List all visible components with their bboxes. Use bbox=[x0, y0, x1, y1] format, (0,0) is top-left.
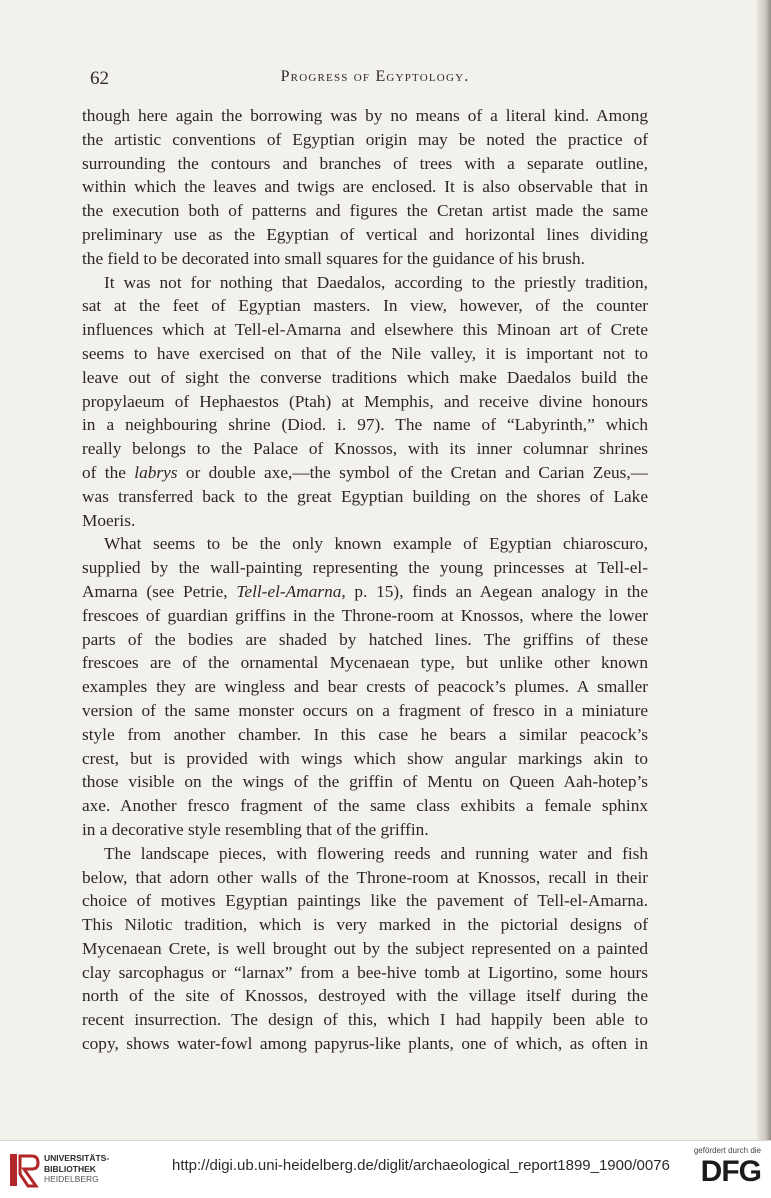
library-line: UNIVERSITÄTS- bbox=[44, 1153, 110, 1163]
dfg-logo: DFG bbox=[700, 1155, 761, 1188]
text-line: This Nilotic tradition, which is very marked in the pictorial designs of bbox=[82, 915, 648, 935]
text-line: within which the leaves and twigs are enclosed. It is also observable that in bbox=[82, 177, 648, 197]
text-line: The landscape pieces, with flowering reeds and running water and fish bbox=[104, 843, 648, 863]
text-line: recent insurrection. The design of this, which I had happily been able to bbox=[82, 1010, 648, 1030]
text-line: north of the site of Knossos, destroyed with the village itself during the bbox=[82, 986, 648, 1006]
university-library-logo-icon[interactable] bbox=[8, 1150, 40, 1190]
text-line: version of the same monster occurs on a fragment of fresco in a miniature bbox=[82, 700, 648, 720]
text-line: of the labrys or double axe,—the symbol of the Cretan and Carian Zeus,— bbox=[82, 462, 649, 482]
text-line: frescoes of guardian griffins in the Throne-room at Knossos, where the lower bbox=[82, 605, 648, 625]
text-line: Amarna (see Petrie, Tell-el-Amarna, p. 15), finds an Aegean analogy in the bbox=[82, 581, 648, 601]
text-line: supplied by the wall-painting representing the young princesses at Tell-el- bbox=[82, 558, 648, 578]
text-line: though here again the borrowing was by no means of a literal kind. Among bbox=[82, 106, 648, 125]
permalink-url[interactable]: http://digi.ub.uni-heidelberg.de/diglit/archaeological_report1899_1900/0076 bbox=[172, 1157, 670, 1174]
page-header bbox=[90, 68, 660, 94]
text-line: copy, shows water-fowl among papyrus-like plants, one of which, as often in bbox=[82, 1034, 648, 1054]
italic-term: Tell-el-Amarna bbox=[236, 581, 342, 601]
text-line: crest, but is provided with wings which show angular markings akin to bbox=[82, 748, 648, 768]
text-line: style from another chamber. In this case he bears a similar peacock’s bbox=[82, 724, 648, 744]
text-line: preliminary use as the Egyptian of vertical and horizontal lines dividing bbox=[82, 224, 648, 244]
text-line: choice of motives Egyptian paintings like the pavement of Tell-el-Amarna. bbox=[82, 891, 648, 911]
text-line: influences which at Tell-el-Amarna and elsewhere this Minoan art of Crete bbox=[82, 320, 648, 340]
page-edge-shadow bbox=[757, 0, 771, 1140]
text-line: sat at the feet of Egyptian masters. In view, however, of the counter bbox=[82, 296, 648, 316]
page-number: 62 bbox=[90, 68, 109, 89]
text-line: parts of the bodies are shaded by hatched lines. The griffins of these bbox=[82, 629, 648, 649]
text-line: seems to have exercised on that of the Nile valley, it is important not to bbox=[82, 343, 648, 363]
text-line: the field to be decorated into small squares for the guidance of his brush. bbox=[82, 248, 585, 268]
text-line: was transferred back to the great Egyptian building on the shores of Lake bbox=[82, 486, 648, 506]
text-line: frescoes are of the ornamental Mycenaean type, but unlike other known bbox=[82, 653, 648, 673]
library-line: HEIDELBERG bbox=[44, 1174, 99, 1184]
text-line: Mycenaean Crete, is well brought out by the subject represented on a painted bbox=[82, 938, 648, 958]
text-line: Moeris. bbox=[82, 510, 136, 530]
text-line: in a neighbouring shrine (Diod. i. 97). The name of “Labyrinth,” which bbox=[82, 415, 648, 435]
text-line: surrounding the contours and branches of trees with a separate outline, bbox=[82, 153, 648, 173]
italic-term: labrys bbox=[134, 462, 178, 482]
library-line: BIBLIOTHEK bbox=[44, 1163, 96, 1174]
text-line: axe. Another fresco fragment of the same class exhibits a female sphinx bbox=[82, 796, 648, 816]
dfg-funding[interactable] bbox=[687, 1146, 761, 1194]
text-line: those visible on the wings of the griffin of Mentu on Queen Aah-hotep’s bbox=[82, 772, 648, 792]
viewer-footer bbox=[0, 1140, 771, 1198]
text-line: the artistic conventions of Egyptian origin may be noted the practice of bbox=[82, 129, 648, 149]
text-line: in a decorative style resembling that of the griffin. bbox=[82, 819, 429, 839]
text-line: the execution both of patterns and figures the Cretan artist made the same bbox=[82, 201, 648, 221]
running-title: Progress of Egyptology. bbox=[280, 68, 470, 85]
text-line: really belongs to the Palace of Knossos, with its inner columnar shrines bbox=[82, 439, 648, 459]
text-line: It was not for nothing that Daedalos, according to the priestly tradition, bbox=[104, 272, 648, 292]
body-text bbox=[82, 104, 648, 1056]
university-library-name bbox=[44, 1153, 109, 1185]
text-line: leave out of sight the converse traditions which make Daedalos build the bbox=[82, 367, 648, 387]
text-line: below, that adorn other walls of the Throne-room at Knossos, recall in their bbox=[82, 867, 648, 887]
text-line: examples they are wingless and bear crests of peacock’s plumes. A smaller bbox=[82, 677, 648, 697]
text-line: clay sarcophagus or “larnax” from a bee-hive tomb at Ligortino, some hours bbox=[82, 962, 648, 982]
text-line: What seems to be the only known example of Egyptian chiaroscuro, bbox=[104, 534, 648, 554]
funding-caption: gefördert durch die bbox=[693, 1146, 761, 1155]
text-line: propylaeum of Hephaestos (Ptah) at Memphis, and receive divine honours bbox=[82, 391, 648, 411]
